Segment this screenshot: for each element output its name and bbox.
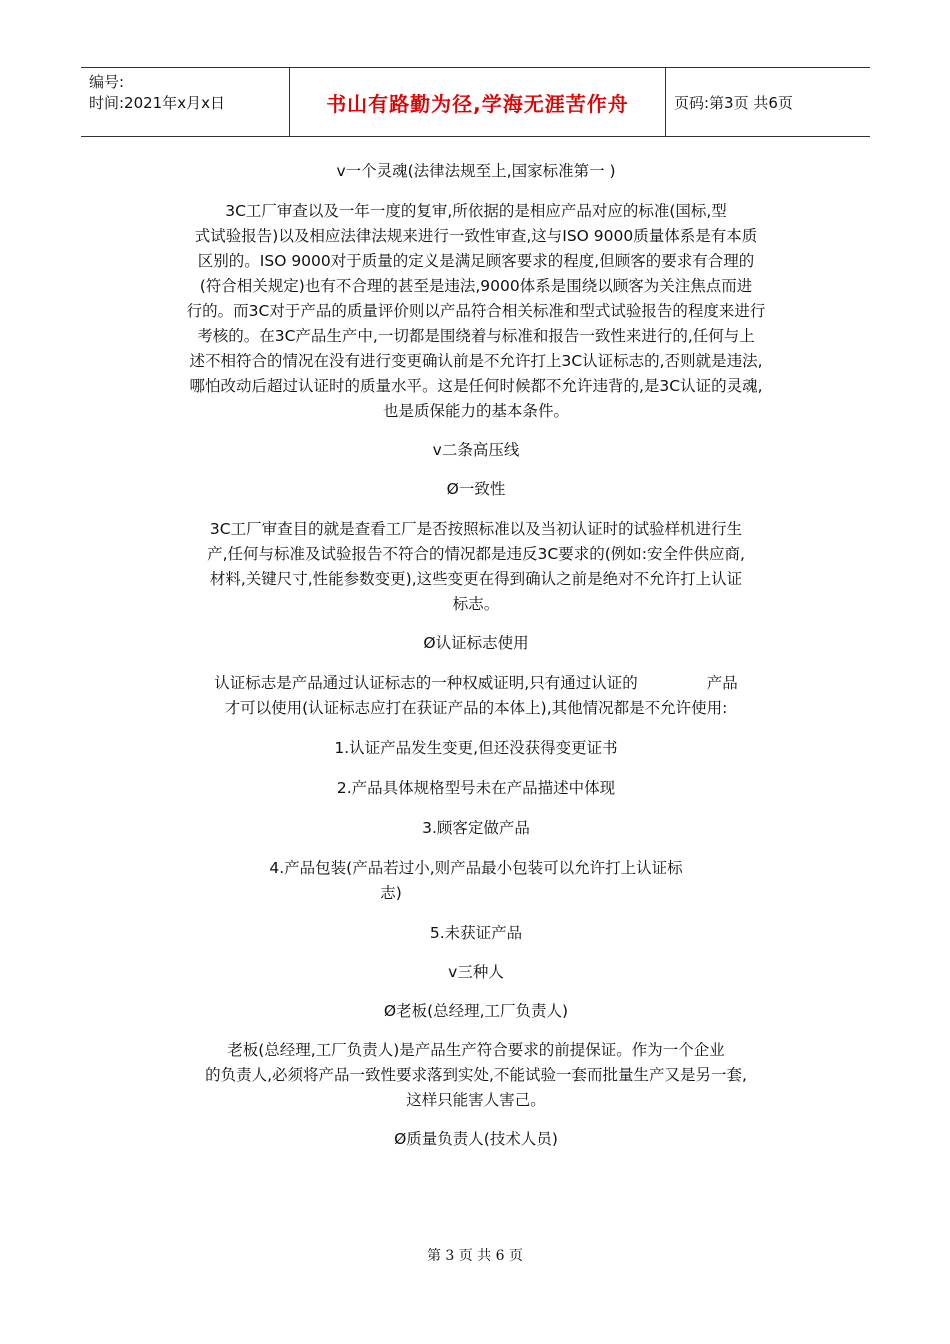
list-item: 5.未获证产品 (429, 924, 523, 942)
text-line: 行的。而3C对于产品的质量评价则以产品符合相关标准和型式试验报告的程度来进行 (186, 302, 766, 320)
text-line: 考核的。在3C产品生产中,一切都是围绕着与标准和报告一致性来进行的,任何与上 (197, 327, 755, 345)
text-line: 产,任何与标准及试验报告不符合的情况都是违反3C要求的(例如:安全件供应商, (207, 545, 745, 563)
list-item: 2.产品具体规格型号未在产品描述中体现 (336, 779, 616, 797)
subheading-mark-usage: Ø认证标志使用 (423, 634, 529, 652)
document-body (140, 157, 812, 1152)
paragraph-mark-usage (140, 671, 812, 721)
text-line: 才可以使用(认证标志应打在获证产品的本体上),其他情况都是不允许使用: (224, 699, 728, 717)
text-line: 标志。 (452, 595, 500, 613)
text-line: 3C工厂审查目的就是查看工厂是否按照标准以及当初认证时的试验样机进行生 (209, 520, 743, 538)
list-item-continued: 志) (380, 884, 402, 902)
text-line: 哪怕改动后超过认证时的质量水平。这是任何时候都不允许违背的,是3C认证的灵魂, (189, 377, 763, 395)
text-line: 也是质保能力的基本条件。 (382, 402, 569, 420)
text-line: 老板(总经理,工厂负责人)是产品生产符合要求的前提保证。作为一个企业 (227, 1041, 725, 1059)
paragraph-soul (140, 199, 812, 424)
header-page-info: 页码:第3页 共6页 (674, 93, 793, 112)
text-line: 式试验报告)以及相应法律法规来进行一致性审查,这与ISO 9000质量体系是有本质 (194, 227, 758, 245)
mark-usage-list (140, 736, 812, 946)
list-item: 1.认证产品发生变更,但还没获得变更证书 (334, 739, 618, 757)
header-meta (81, 68, 290, 136)
text-line: 认证标志是产品通过认证标志的一种权威证明,只有通过认证的 产品 (214, 674, 738, 692)
section-heading-red-lines: v二条高压线 (432, 441, 520, 459)
paragraph-boss (140, 1038, 812, 1113)
subheading-boss: Ø老板(总经理,工厂负责人) (383, 1002, 569, 1020)
list-item: 4.产品包装(产品若过小,则产品最小包装可以允许打上认证标 (269, 859, 683, 877)
paragraph-consistency (140, 517, 812, 617)
text-line: (符合相关规定)也有不合理的甚至是违法,9000体系是围绕以顾客为关注焦点而进 (199, 277, 753, 295)
section-heading-soul: v一个灵魂(法律法规至上,国家标准第一 ) (336, 162, 616, 180)
text-line: 3C工厂审查以及一年一度的复审,所依据的是相应产品对应的标准(国标,型 (225, 202, 727, 220)
document-date: 时间:2021年x月x日 (89, 94, 225, 112)
text-line: 材料,关键尺寸,性能参数变更),这些变更在得到确认之前是绝对不允许打上认证 (209, 570, 743, 588)
subheading-consistency: Ø一致性 (446, 480, 506, 498)
text-line: 这样只能害人害己。 (406, 1091, 546, 1109)
list-item: 3.顾客定做产品 (422, 819, 530, 837)
header-motto: 书山有路勤为径,学海无涯苦作舟 (290, 68, 666, 136)
page-header (81, 67, 870, 137)
page-footer: 第 3 页 共 6 页 (426, 1248, 524, 1264)
subheading-quality-manager: Ø质量负责人(技术人员) (394, 1130, 558, 1148)
document-number: 编号: (89, 73, 125, 91)
text-line: 的负责人,必须将产品一致性要求落到实处,不能试验一套而批量生产又是另一套, (205, 1066, 747, 1084)
text-line: 区别的。ISO 9000对于质量的定义是满足顾客要求的程度,但顾客的要求有合理的 (197, 252, 755, 270)
section-heading-three-people: v三种人 (448, 963, 504, 981)
text-line: 述不相符合的情况在没有进行变更确认前是不允许打上3C认证标志的,否则就是违法, (189, 352, 763, 370)
